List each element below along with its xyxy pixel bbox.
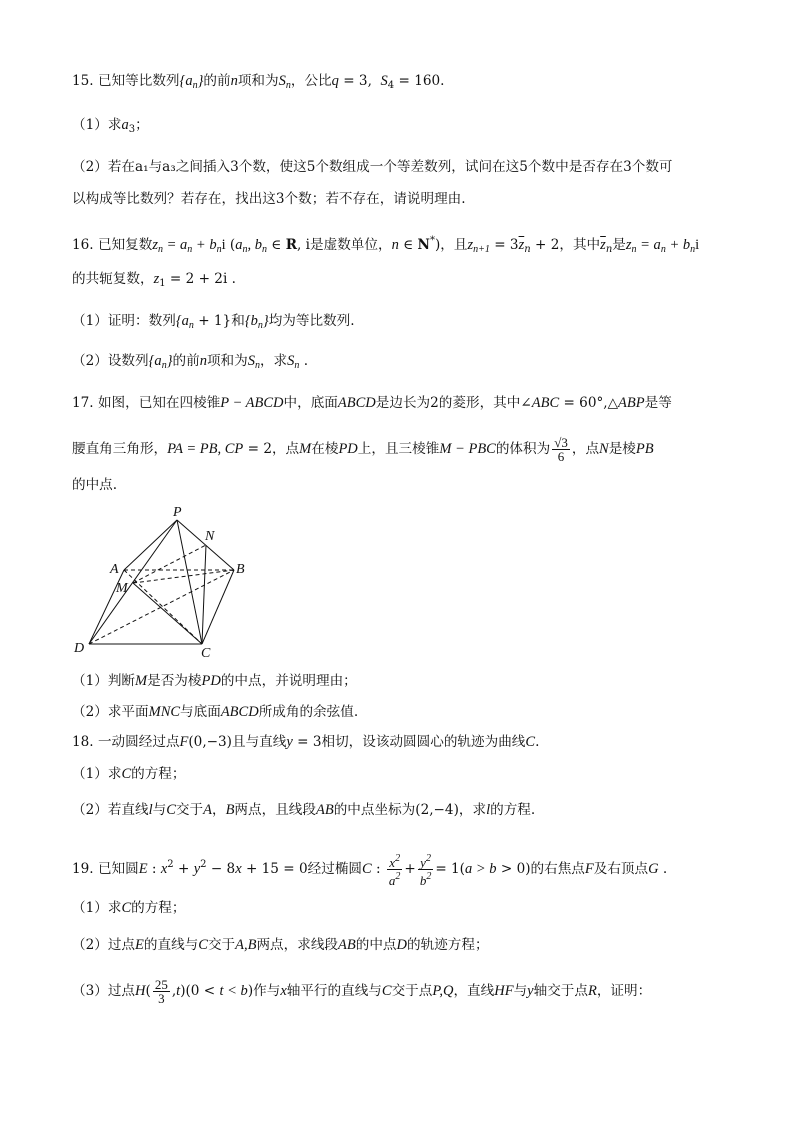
problem-17-stem-line3: 的中点.	[72, 477, 118, 493]
problem-15-q1: （1）求$a_3$；	[72, 117, 149, 135]
problem-16-stem-line2: 的共轭复数，$z_1 = 2 + 2i$ .	[72, 271, 236, 289]
problem-19-q3: （3）过点H( $\frac{25}{3}$ ,t)(0 < t < b)作与x轴平行的直线与C交于点P,Q，直线HF与y轴交于点R，证明：	[72, 977, 652, 1006]
problem-17-stem-line2: 腰直角三角形，PA = PB, CP = 2，点M在棱PD上，且三棱锥M − PBC的体积为 $\frac{√3}{6}$ ，点N是棱PB	[72, 435, 654, 464]
problem-19-q2: （2）过点E的直线与C交于A,B两点，求线段AB的中点D的轨迹方程；	[72, 937, 489, 953]
label-N: N	[205, 529, 215, 544]
pyramid-figure	[66, 502, 266, 660]
label-B: B	[236, 562, 245, 577]
segment-NC	[202, 545, 206, 644]
edge-PA	[124, 520, 177, 570]
volume-fraction: $\frac{√3}{6}$	[554, 435, 568, 464]
problem-19-stem: 19. 已知圆E : $x^2 + y^2 - 8x + 15 = 0$经过椭圆C : $\frac{x^2}{a^2}$ + $\frac{y^2}{b^2}$ = 1(a > b > 0)的右焦点F及右顶点G .	[72, 853, 668, 888]
diag-DB-hidden	[89, 570, 234, 644]
problem-18-q2: （2）若直线l与C交于A，B两点，且线段AB的中点坐标为(2,−4)，求l的方程.	[72, 802, 536, 818]
problem-16-stem-line1: 16. 已知复数$z_n = a_n + b_ni$ ($a_n$, $b_n$ ∈ R, i是虚数单位，n ∈ N*)，且$z_{n+1} = 3\overline{z}_n + 2$，其中$\overline{z}_n$是$z_n = a_n + b_ni$	[72, 235, 700, 255]
ellipse-x-fraction: $\frac{x^2}{a^2}$	[388, 853, 401, 888]
problem-15-stem: 15. 已知等比数列$\{a_n\}$的前n项和为$S_n$，公比q = 3, $S_4 = 160$.	[72, 73, 445, 91]
problem-17-stem-line1: 17. 如图，已知在四棱锥P − ABCD中，底面ABCD是边长为2的菱形，其中∠ABC = 60°,△ABP是等	[72, 395, 672, 411]
problem-18-q1: （1）求C的方程；	[72, 766, 186, 782]
ellipse-y-fraction: $\frac{y^2}{b^2}$	[419, 853, 432, 888]
edge-CB	[202, 570, 234, 644]
problem-16-q2: （2）设数列$\{a_n\}$的前n项和为$S_n$，求$S_n$ .	[72, 353, 309, 371]
h-x-fraction: $\frac{25}{3}$	[154, 977, 168, 1006]
problem-17-q2: （2）求平面MNC与底面ABCD所成角的余弦值.	[72, 704, 359, 720]
label-D: D	[74, 641, 85, 656]
edge-PD	[89, 520, 177, 644]
problem-15-q2-line2: 以构成等比数列？若存在，找出这3个数；若不存在，请说明理由.	[72, 191, 466, 207]
label-P: P	[173, 505, 182, 520]
segment-MB-hidden	[133, 570, 234, 583]
problem-17-q1: （1）判断M是否为棱PD的中点，并说明理由；	[72, 673, 357, 689]
problem-16-q1: （1）证明：数列$\{a_n + 1\}$和$\{b_n\}$均为等比数列.	[72, 313, 355, 331]
problem-19-q1: （1）求C的方程；	[72, 900, 186, 916]
problem-15-q2-line1: （2）若在a₁与a₃之间插入3个数，使这5个数组成一个等差数列，试问在这5个数中是否存在3个数可	[72, 159, 673, 175]
label-M: M	[116, 581, 128, 596]
label-C: C	[201, 646, 211, 660]
label-A: A	[110, 562, 119, 577]
problem-18-stem: 18. 一动圆经过点F(0,−3)且与直线y = 3相切，设该动圆圆心的轨迹为曲线C.	[72, 734, 540, 750]
